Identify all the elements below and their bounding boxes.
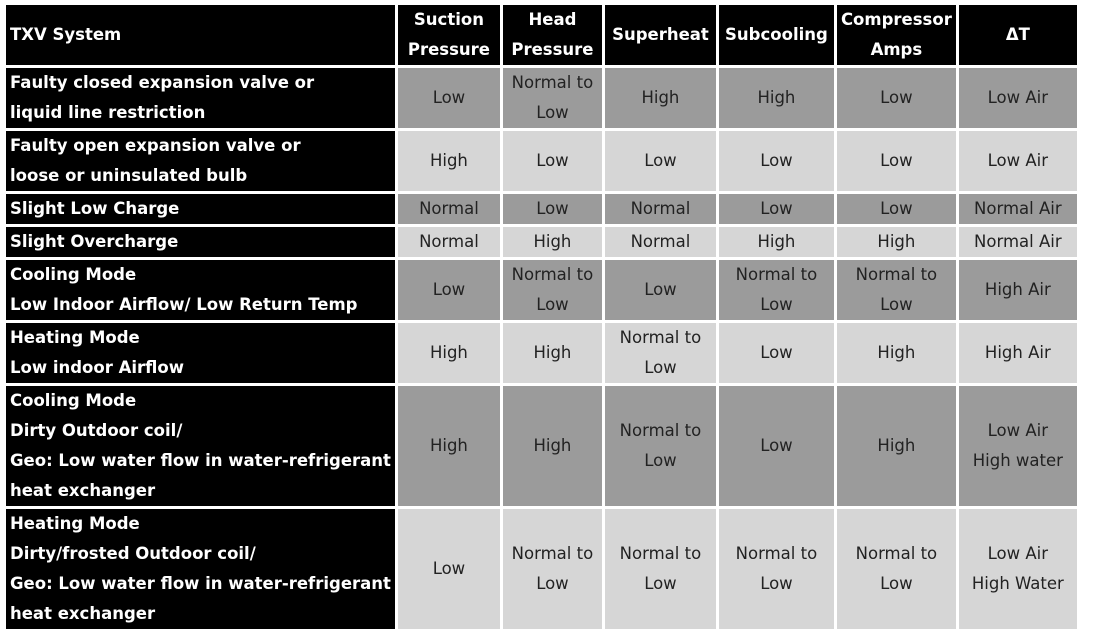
cell-text: High Water (971, 574, 1064, 593)
cell-text: Low (760, 343, 793, 362)
cell-text: Low (432, 88, 466, 107)
cell-superheat (605, 509, 716, 629)
cell-superheat (605, 68, 716, 128)
cell-text: Low (880, 151, 913, 170)
header-text: Subcooling (725, 25, 828, 44)
cell-text: Low (880, 574, 913, 593)
cell-suction-pressure (398, 194, 500, 224)
row-label-line: liquid line restriction (10, 103, 206, 122)
cell-delta-t (959, 227, 1077, 257)
row-label-line: Slight Overcharge (10, 232, 179, 251)
header-text: Pressure (407, 40, 490, 59)
cell-delta-t (959, 260, 1077, 320)
header-text: Pressure (511, 40, 594, 59)
cell-text: Low (880, 295, 913, 314)
cell-suction-pressure (398, 509, 500, 629)
cell-text: High (429, 151, 468, 170)
cell-text: Low (644, 451, 677, 470)
cell-delta-t (959, 194, 1077, 224)
cell-head-pressure (503, 386, 602, 506)
cell-text: High Air (984, 343, 1051, 362)
cell-text: Normal to (511, 73, 594, 92)
cell-subcooling (719, 386, 834, 506)
row-label-line: Slight Low Charge (10, 199, 180, 218)
cell-suction-pressure (398, 227, 500, 257)
column-header-head-pressure (503, 5, 602, 65)
cell-text: Low (880, 88, 913, 107)
row-label (6, 227, 395, 257)
row-label-line: Geo: Low water flow in water-refrigerant (10, 451, 391, 470)
cell-text: Normal Air (974, 199, 1062, 218)
row-label (6, 68, 395, 128)
header-row (6, 5, 1077, 65)
row-label (6, 509, 395, 629)
row-label-line: loose or uninsulated bulb (10, 166, 248, 185)
cell-subcooling (719, 227, 834, 257)
cell-text: Low (644, 151, 677, 170)
cell-superheat (605, 323, 716, 383)
cell-head-pressure (503, 227, 602, 257)
cell-compressor-amps (837, 131, 956, 191)
cell-delta-t (959, 131, 1077, 191)
cell-text: Low (536, 151, 569, 170)
cell-text: High (877, 232, 916, 251)
cell-text: Low (760, 199, 793, 218)
cell-compressor-amps (837, 323, 956, 383)
cell-text: Normal to (855, 265, 938, 284)
cell-suction-pressure (398, 68, 500, 128)
cell-text: High (533, 343, 572, 362)
cell-text: Low (644, 358, 677, 377)
cell-head-pressure (503, 131, 602, 191)
cell-compressor-amps (837, 68, 956, 128)
header-text: Head (528, 10, 577, 29)
cell-text: Low (536, 199, 569, 218)
cell-text: High Air (984, 280, 1051, 299)
cell-text: Low (536, 295, 569, 314)
cell-text: Normal to (511, 544, 594, 563)
cell-text: Normal (630, 199, 691, 218)
cell-delta-t (959, 386, 1077, 506)
header-text: ΔT (1005, 25, 1030, 44)
cell-text: Low (760, 295, 793, 314)
row-label-line: Cooling Mode (10, 391, 137, 410)
cell-head-pressure (503, 509, 602, 629)
row-label-line: Faulty closed expansion valve or (10, 73, 315, 92)
cell-subcooling (719, 260, 834, 320)
column-header-subcooling (719, 5, 834, 65)
cell-text: Low (760, 151, 793, 170)
cell-text: Low Air (987, 544, 1049, 563)
cell-text: Low (880, 199, 913, 218)
table-row (6, 131, 1077, 191)
row-label-line: Low Indoor Airflow/ Low Return Temp (10, 295, 358, 314)
row-label-line: Dirty Outdoor coil/ (10, 421, 183, 440)
table-row (6, 227, 1077, 257)
cell-compressor-amps (837, 509, 956, 629)
cell-text: Normal to (735, 544, 818, 563)
cell-text: Low Air (987, 88, 1049, 107)
cell-subcooling (719, 68, 834, 128)
cell-subcooling (719, 509, 834, 629)
cell-text: Normal to (855, 544, 938, 563)
row-label-line: heat exchanger (10, 481, 156, 500)
column-header-txv-system (6, 5, 395, 65)
cell-text: High (757, 232, 796, 251)
cell-text: Normal to (511, 265, 594, 284)
row-label (6, 386, 395, 506)
header-text: Compressor (840, 10, 952, 29)
table-row (6, 509, 1077, 629)
cell-suction-pressure (398, 131, 500, 191)
row-label-line: Heating Mode (10, 328, 140, 347)
header-text: TXV System (10, 25, 122, 44)
cell-text: Low (432, 280, 466, 299)
cell-text: High (641, 88, 680, 107)
header-text: Suction (413, 10, 484, 29)
cell-text: Low (644, 280, 677, 299)
cell-text: Low (760, 436, 793, 455)
cell-superheat (605, 386, 716, 506)
cell-delta-t (959, 323, 1077, 383)
cell-text: High (429, 343, 468, 362)
header-text: Superheat (612, 25, 709, 44)
cell-text: Normal Air (974, 232, 1062, 251)
cell-head-pressure (503, 260, 602, 320)
cell-text: Low Air (987, 151, 1049, 170)
cell-text: Low Air (987, 421, 1049, 440)
table-row (6, 260, 1077, 320)
row-label (6, 260, 395, 320)
cell-text: Low (760, 574, 793, 593)
cell-suction-pressure (398, 323, 500, 383)
cell-text: High (877, 436, 916, 455)
cell-superheat (605, 227, 716, 257)
cell-head-pressure (503, 323, 602, 383)
table-row (6, 323, 1077, 383)
cell-subcooling (719, 194, 834, 224)
cell-text: Normal to (619, 421, 702, 440)
table-row (6, 386, 1077, 506)
row-label (6, 131, 395, 191)
row-label-line: heat exchanger (10, 604, 156, 623)
table-row (6, 194, 1077, 224)
cell-text: High (429, 436, 468, 455)
cell-compressor-amps (837, 227, 956, 257)
cell-delta-t (959, 509, 1077, 629)
cell-text: High (757, 88, 796, 107)
cell-text: High (877, 343, 916, 362)
table-body (6, 68, 1077, 629)
row-label (6, 323, 395, 383)
txv-diagnostic-table (3, 2, 1080, 632)
cell-text: Normal to (619, 544, 702, 563)
column-header-compressor-amps (837, 5, 956, 65)
cell-head-pressure (503, 194, 602, 224)
row-label-line: Geo: Low water flow in water-refrigerant (10, 574, 391, 593)
row-label-line: Heating Mode (10, 514, 140, 533)
cell-text: Low (432, 559, 466, 578)
cell-superheat (605, 260, 716, 320)
cell-subcooling (719, 131, 834, 191)
cell-text: Normal (419, 199, 479, 218)
cell-text: Low (644, 574, 677, 593)
cell-suction-pressure (398, 386, 500, 506)
cell-text: Low (536, 103, 569, 122)
cell-superheat (605, 194, 716, 224)
cell-text: Normal (630, 232, 691, 251)
cell-text: High (533, 232, 572, 251)
header-text: Amps (870, 40, 923, 59)
cell-delta-t (959, 68, 1077, 128)
cell-suction-pressure (398, 260, 500, 320)
cell-text: Normal to (619, 328, 702, 347)
column-header-delta-t (959, 5, 1077, 65)
cell-text: Normal (419, 232, 479, 251)
row-label-line: Cooling Mode (10, 265, 137, 284)
cell-text: High water (972, 451, 1063, 470)
cell-head-pressure (503, 68, 602, 128)
cell-subcooling (719, 323, 834, 383)
column-header-superheat (605, 5, 716, 65)
table-row (6, 68, 1077, 128)
row-label-line: Faulty open expansion valve or (10, 136, 301, 155)
column-header-suction-pressure (398, 5, 500, 65)
row-label (6, 194, 395, 224)
cell-compressor-amps (837, 194, 956, 224)
row-label-line: Low indoor Airflow (10, 358, 184, 377)
cell-compressor-amps (837, 386, 956, 506)
cell-superheat (605, 131, 716, 191)
cell-text: Normal to (735, 265, 818, 284)
cell-compressor-amps (837, 260, 956, 320)
cell-text: Low (536, 574, 569, 593)
cell-text: High (533, 436, 572, 455)
row-label-line: Dirty/frosted Outdoor coil/ (10, 544, 256, 563)
